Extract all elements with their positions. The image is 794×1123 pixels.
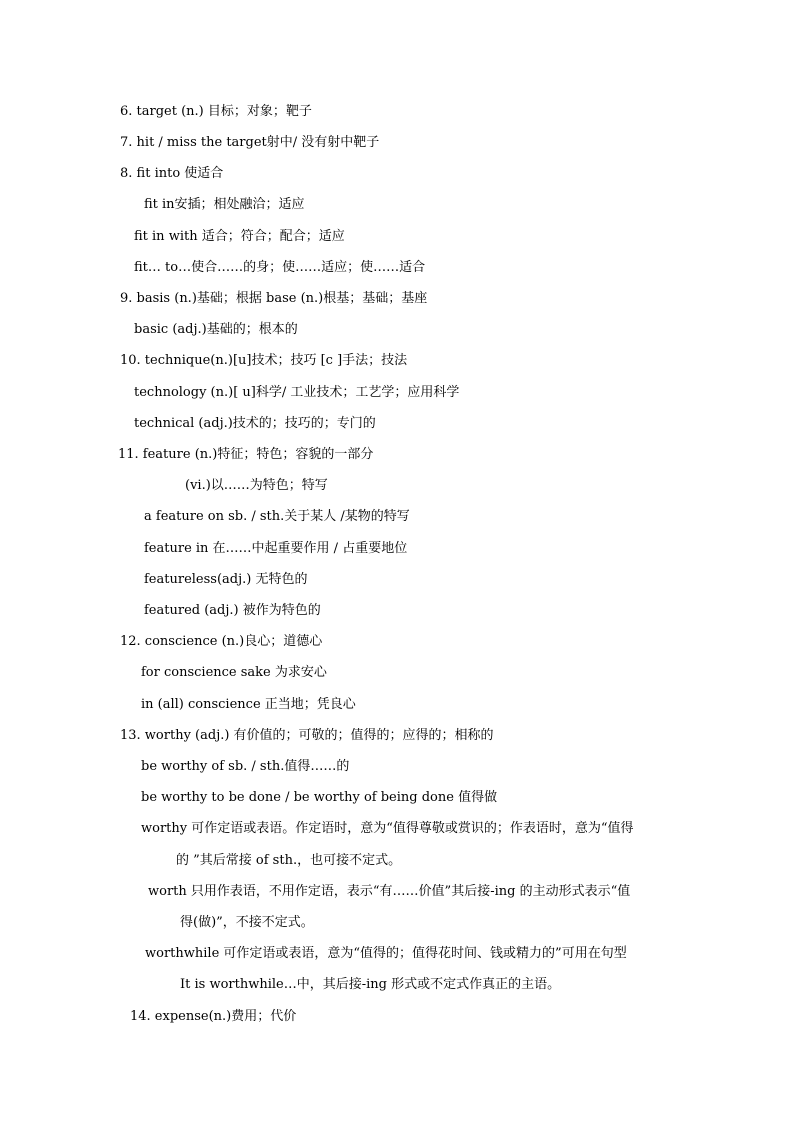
entry-line: 得(做)”，不接不定式。	[180, 915, 314, 930]
entry-line: 7. hit / miss the target射中/ 没有射中靶子	[120, 135, 380, 150]
entry-line: fit in with 适合；符合；配合；适应	[134, 229, 345, 244]
entry-line: for conscience sake 为求安心	[141, 665, 327, 680]
entry-line: a feature on sb. / sth.关于某人 /某物的特写	[144, 509, 410, 524]
entry-line: 6. target (n.) 目标；对象；靶子	[120, 104, 312, 119]
entry-line: featured (adj.) 被作为特色的	[144, 603, 321, 618]
entry-line: 14. expense(n.)费用；代价	[130, 1009, 297, 1024]
entry-line: 11. feature (n.)特征；特色；容貌的一部分	[118, 447, 374, 462]
entry-line: technology (n.)[ u]科学/ 工业技术；工艺学；应用科学	[134, 385, 460, 400]
entry-line: in (all) conscience 正当地；凭良心	[141, 697, 356, 712]
entry-line: worthy 可作定语或表语。作定语时，意为“值得尊敬或赏识的；作表语时，意为“值得	[141, 821, 634, 836]
entry-line: 10. technique(n.)[u]技术；技巧 [c ]手法；技法	[120, 353, 408, 368]
entry-line: featureless(adj.) 无特色的	[144, 572, 308, 587]
entry-line: basic (adj.)基础的；根本的	[134, 322, 298, 337]
entry-line: 9. basis (n.)基础；根据 base (n.)根基；基础；基座	[120, 291, 428, 306]
entry-line: 13. worthy (adj.) 有价值的；可敬的；值得的；应得的；相称的	[120, 728, 494, 743]
entry-line: 8. fit into 使适合	[120, 166, 224, 181]
entry-line: be worthy to be done / be worthy of being done 值得做	[141, 790, 498, 805]
entry-line: fit… to…使合……的身；使……适应；使……适合	[134, 260, 426, 275]
entry-line: technical (adj.)技术的；技巧的；专门的	[134, 416, 376, 431]
entry-line: fit in安插；相处融洽；适应	[144, 197, 305, 212]
entry-line: feature in 在……中起重要作用 / 占重要地位	[144, 541, 408, 556]
entry-line: 的 ”其后常接 of sth.，也可接不定式。	[176, 853, 402, 868]
entry-line: worthwhile 可作定语或表语，意为“值得的；值得花时间、钱或精力的”可用在句型	[145, 946, 627, 961]
entry-line: It is worthwhile…中，其后接-ing 形式或不定式作真正的主语。	[180, 977, 561, 992]
entry-line: be worthy of sb. / sth.值得……的	[141, 759, 350, 774]
entry-line: (vi.)以……为特色；特写	[185, 478, 328, 493]
entry-line: 12. conscience (n.)良心；道德心	[120, 634, 323, 649]
entry-line: worth 只用作表语，不用作定语，表示“有……价值”其后接-ing 的主动形式表示“值	[148, 884, 631, 899]
